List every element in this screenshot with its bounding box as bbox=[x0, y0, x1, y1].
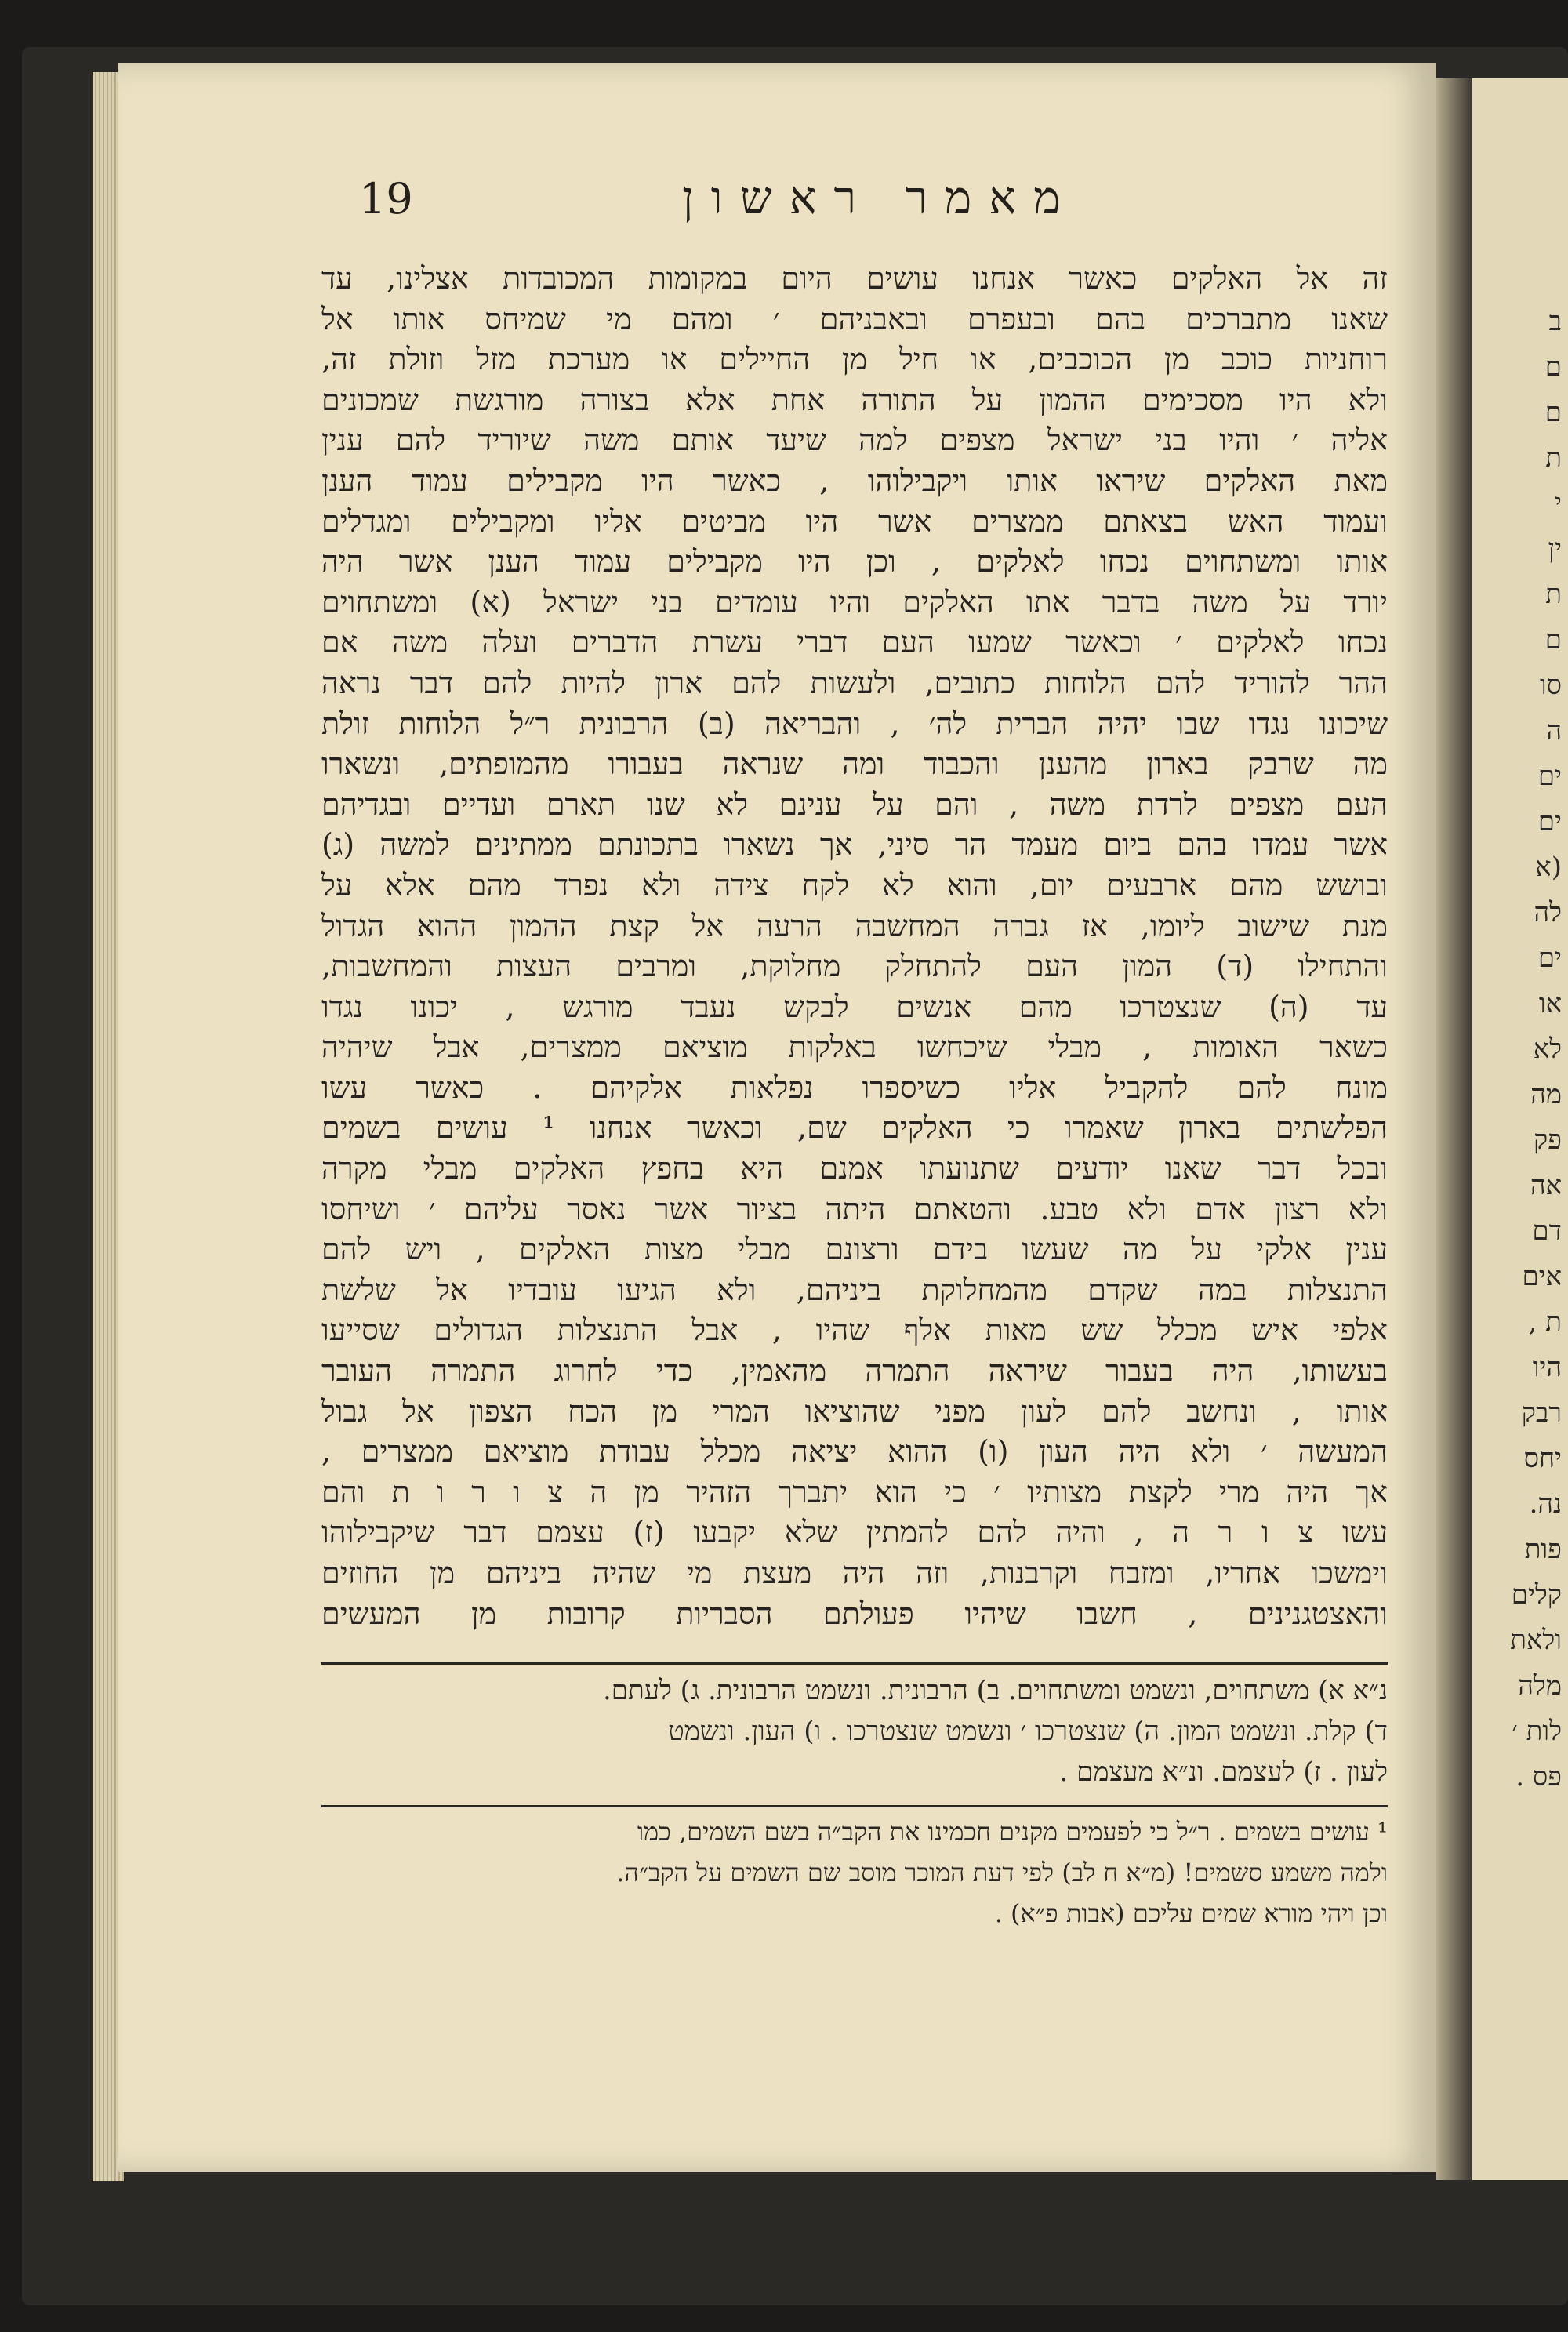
footnote-line: ולמה משמע סשמים! (מ״א ח לב) לפי דעת המוכר מוסב שם השמים על הקב״ה. bbox=[616, 1858, 1388, 1887]
text-line: מנת שישוב ליומו, אז גברה המחשבה הרעה אל קצת ההמון ההוא הגדול bbox=[321, 908, 1388, 943]
footnote-line: וכן ויהי מורא שמים עליכם (אבות פ״א) . bbox=[994, 1898, 1388, 1928]
text-line: ועמוד האש בצאתם ממצרים אשר היו מביטים אליו ומקבילים ומגדלים bbox=[321, 503, 1388, 539]
text-line: אותו , ונחשב להם לעון מפני שהוציאו המרי מן הכח הצפון אל גבול bbox=[321, 1393, 1388, 1429]
text-line: עשו צ ו ר ה , והיה להם להמתין שלא יקבעו (ז) עצמם דבר שיקבילוהו bbox=[321, 1515, 1388, 1550]
text-line: מה שרבק בארון מהענן והכבוד ומה שנראה בעבורו מהמופתים, ונשארו bbox=[321, 746, 1388, 782]
text-line: אותו ומשתחוים נכחו לאלקים , וכן היו מקבילים עמוד הענן אשר היה bbox=[321, 544, 1388, 579]
main-text-block bbox=[321, 259, 1388, 1634]
text-line: אך היה מרי לקצת מצותיו ׳ כי הוא יתברך הזהיר מן ה צ ו ר ו ת והם bbox=[321, 1474, 1388, 1509]
facing-page-fragment: ם bbox=[1544, 351, 1562, 383]
facing-page-fragment: (א bbox=[1535, 852, 1562, 883]
facing-page-fragment: נה. bbox=[1529, 1488, 1562, 1520]
facing-page-fragment: יחס bbox=[1523, 1443, 1562, 1474]
text-line: אלפי איש מכלל שש מאות אלף שהיו , אבל התנצלות הגדולים שסייעו bbox=[321, 1313, 1388, 1348]
facing-page-fragment: פק bbox=[1533, 1124, 1562, 1156]
text-line: כשאר האומות , מבלי שיכחשו באלקות מוציאם ממצרים, אבל שיהיה bbox=[321, 1030, 1388, 1065]
text-line: אשר עמדו בהם ביום מעמד הר סיני, אך נשארו בתכונתם ממתינים למשה (ג) bbox=[321, 827, 1388, 863]
facing-page-fragment: ולאת bbox=[1510, 1625, 1562, 1656]
text-line: מונח להם להקביל אליו כשיספרו נפלאות אלקיהם . כאשר עשו bbox=[321, 1070, 1388, 1105]
variant-note-line: לעון . ז) לעצמם. ונ״א מעצמם . bbox=[1059, 1756, 1388, 1788]
text-line: ובכל דבר שאנו יודעים שתנועתו אמנם היא בחפץ האלקים מבלי מקרה bbox=[321, 1151, 1388, 1186]
text-line: בעשותו, היה בעבור שיראה התמרה מהאמין, כדי לחרוג התמרה העובר bbox=[321, 1353, 1388, 1389]
text-line: שיכונו נגדו שבו יהיה הברית לה׳ , והבריאה (ב) הרבונית ר״ל הלוחות זולת bbox=[321, 706, 1388, 741]
text-line: ההר להוריד להם הלוחות כתובים, ולעשות להם ארון להיות להם דבר נראה bbox=[321, 665, 1388, 700]
facing-page-fragment: פות bbox=[1524, 1534, 1562, 1565]
facing-page-fragment: לא bbox=[1533, 1033, 1562, 1065]
text-line: והתחילו (ד) המון העם להתחלק מחלוקת, ומרבים העצות והמחשבות, bbox=[321, 949, 1388, 984]
variant-note-line: נ״א א) משתחוים, ונשמט ומשתחוים. ב) הרבונית. ונשמט הרבונית. ג) לעתם. bbox=[602, 1675, 1388, 1706]
footnote-rule bbox=[321, 1805, 1388, 1807]
facing-page-fragment: או bbox=[1538, 988, 1562, 1019]
separator-rule bbox=[321, 1662, 1388, 1665]
book-gutter bbox=[1436, 78, 1472, 2180]
text-line: העם מצפים לרדת משה , והם על ענינם לא שנו תארם ועדיים ובגדיהם bbox=[321, 786, 1388, 822]
footnotes bbox=[321, 1811, 1388, 1934]
text-line: יורד על משה בדבר אתו האלקים והיו עומדים בני ישראל (א) ומשתחוים bbox=[321, 584, 1388, 619]
text-line: וימשכו אחריו, ומזבח וקרבנות, וזה היה מעצת מי שהיה ביניהם מן החוזים bbox=[321, 1556, 1388, 1590]
facing-page-fragment: אים bbox=[1522, 1261, 1562, 1292]
text-line: ענין אלקי על מה שעשו בידם ורצונם מבלי מצות האלקים , ויש להם bbox=[321, 1232, 1388, 1267]
facing-page-fragment: סו bbox=[1539, 670, 1562, 701]
text-line: ולא היו מסכימים ההמון על התורה אחת אלא בצורה מורגשת שמכונים bbox=[321, 382, 1388, 417]
facing-page-fragment: היו bbox=[1532, 1352, 1562, 1383]
facing-page-fragment: ים bbox=[1537, 943, 1562, 974]
text-line: שאנו מתברכים בהם ובעפרם ובאבניהם ׳ ומהם מי שמיחס אותו אל bbox=[321, 301, 1388, 336]
facing-page-fragment: ת bbox=[1545, 579, 1562, 610]
text-line: המעשה ׳ ולא היה העון (ו) ההוא יציאה מכלל עבודת מוציאם ממצרים , bbox=[321, 1434, 1388, 1469]
facing-page-fragment: ם bbox=[1544, 397, 1562, 428]
facing-page-fragment: ת bbox=[1545, 442, 1562, 474]
facing-page-fragment: ת , bbox=[1528, 1306, 1562, 1338]
text-line: הפלשתים בארון שאמרו כי האלקים שם, וכאשר אנחנו ¹ עושים בשמים bbox=[321, 1110, 1388, 1146]
facing-page-fragment: קלים bbox=[1511, 1579, 1562, 1611]
facing-page-fragment: דם bbox=[1532, 1215, 1562, 1247]
page-number: 19 bbox=[359, 174, 413, 223]
text-line: אליה ׳ והיו בני ישראל מצפים למה שיעד אותם משה שיוריד להם ענין bbox=[321, 423, 1388, 458]
facing-page-fragment: ין bbox=[1548, 533, 1562, 565]
text-line: ולא רצון אדם ולא טבע. והטאתם היתה בציור אשר נאסר עליהם ׳ ושיחסו bbox=[321, 1191, 1388, 1226]
running-head: מאמר ראשון bbox=[682, 171, 1078, 224]
facing-page-fragment: אה bbox=[1530, 1170, 1562, 1201]
text-line: ובושש מהם ארבעים יום, והוא לא לקח צידה ולא נפרד מהם אלא על bbox=[321, 867, 1388, 903]
facing-page-fragment: ב bbox=[1548, 306, 1562, 337]
variant-readings bbox=[321, 1670, 1388, 1793]
text-line: התנצלות במה שקדם מהמחלוקת ביניהם, ולא הגיעו עובדיו אל שלשת bbox=[321, 1272, 1388, 1307]
facing-page-fragment: לה bbox=[1534, 897, 1562, 928]
text-line: והאצטגנינים , חשבו שיהיו פעולתם הסבריות קרובות מן המעשים bbox=[321, 1596, 1388, 1631]
facing-page-fragment: לות ׳ bbox=[1512, 1716, 1562, 1747]
footnote-line: ¹ עושים בשמים . ר״ל כי לפעמים מקנים חכמינו את הקב״ה בשם השמים, כמו bbox=[637, 1817, 1388, 1847]
facing-page-fragment: ים bbox=[1537, 806, 1562, 837]
facing-page-fragment: פס . bbox=[1515, 1761, 1562, 1793]
facing-page-fragment: מה bbox=[1530, 1079, 1562, 1110]
facing-page bbox=[1472, 78, 1568, 2180]
text-line: מאת האלקים שיראו אותו ויקבילוהו , כאשר היו מקבילים עמוד הענן bbox=[321, 463, 1388, 498]
text-line: עד (ה) שנצטרכו מהם אנשים לבקש נעבד מורגש , יכונו נגדו bbox=[321, 989, 1388, 1024]
facing-page-fragment: מלה bbox=[1518, 1670, 1562, 1702]
facing-page-fragment: ים bbox=[1537, 761, 1562, 792]
facing-page-fragment: ם bbox=[1544, 624, 1562, 656]
text-line: זה אל האלקים כאשר אנחנו עושים היום במקומות המכובדות אצלינו, עד bbox=[321, 261, 1388, 296]
facing-page-fragment: רבק bbox=[1521, 1397, 1562, 1429]
text-line: נכחו לאלקים ׳ וכאשר שמעו העם דברי עשרת הדברים ועלה משה אם bbox=[321, 625, 1388, 660]
variant-note-line: ד) קלת. ונשמט המון. ה) שנצטרכו ׳ ונשמט שנצטרכו . ו) העון. ונשמט bbox=[668, 1716, 1388, 1747]
facing-page-fragment: י bbox=[1555, 488, 1562, 519]
text-line: רוחניות כוכב מן הכוכבים, או חיל מן החיילים או מערכת מזל וזולת זה, bbox=[321, 342, 1388, 377]
facing-page-fragment: ה bbox=[1546, 715, 1562, 746]
